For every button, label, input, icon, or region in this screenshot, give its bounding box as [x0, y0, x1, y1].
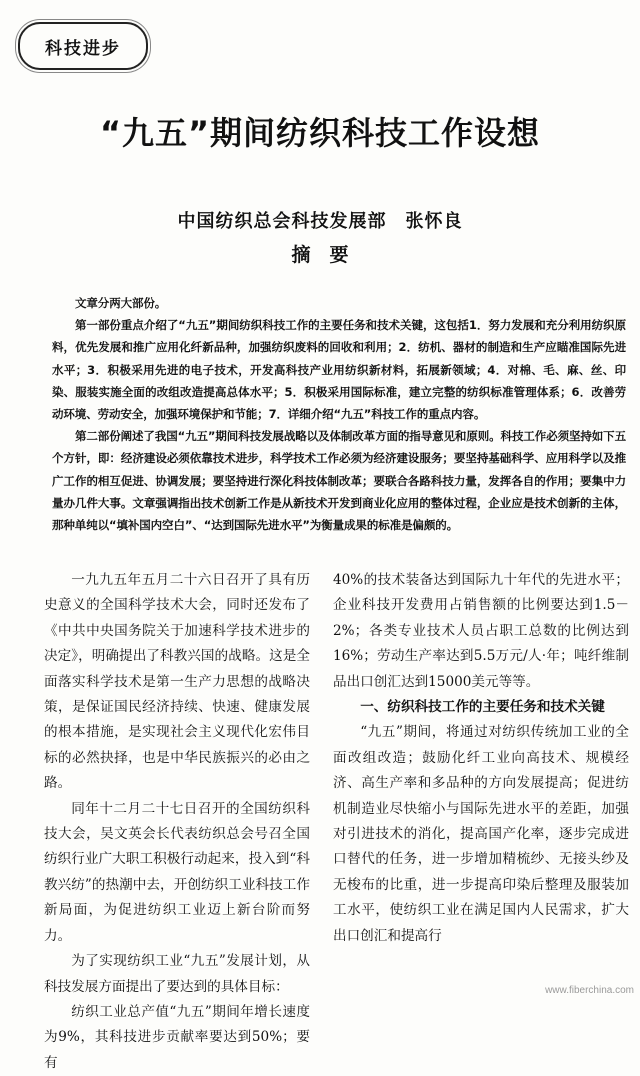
body-paragraph: 同年十二月二十七日召开的全国纺织科技大会，吴文英会长代表纺织总会号召全国纺织行业广大职工积极行动起来，投入到“科教兴纺”的热潮中去，开创纺织工业科技工作新局面，为促进纺织工业迈上新台阶而努力。: [44, 800, 310, 944]
watermark: www.fiberchina.com: [545, 985, 634, 996]
body-paragraph: “九五”期间，将通过对纺织传统加工业的全面改组改造；鼓励化纤工业向高技术、规模经济、高生产率和多品种的方向发展提高；促进纺机制造业尽快缩小与国际先进水平的差距，加强对引进技术的消化，提高国产化率，逐步完成进口替代的任务，进一步增加精梳纱、无接头纱及无梭布的比重，进一步提高印染后整理及服装加工水平，使纺织工业在满足国内人民需求，扩大出口创汇和提高行: [333, 724, 629, 944]
body-column-right: [333, 568, 629, 949]
abstract-block: [52, 292, 626, 536]
author-byline: 中国纺织总会科技发展部 张怀良: [177, 211, 463, 232]
section-heading: 一、纺织科技工作的主要任务和技术关键: [360, 699, 605, 716]
abstract-paragraph: 第一部份重点介绍了“九五”期间纺织科技工作的主要任务和技术关键，这包括1．努力发展和充分利用纺织原料，优先发展和推广应用化纤新品种，加强纺织废料的回收和利用；2．纺机、器材的制造和生产应瞄准国际先进水平；3．积极采用先进的电子技术，开发高科技产业用纺织新材料，拓展新领域；4．对棉、毛、麻、丝、印染、服装实施全面的改组改造提高总体水平；5．积极采用国际标准，建立完整的纺织标准管理体系；6．改善劳动环境、劳动安全，加强环境保护和节能；7．详细介绍“九五”科技工作的重点内容。: [52, 318, 626, 422]
body-paragraph: 纺织工业总产值“九五”期间年增长速度为9%，其科技进步贡献率要达到50%；要有: [44, 1003, 310, 1071]
body-paragraph: 40%的技术装备达到国际九十年代的先进水平；企业科技开发费用占销售额的比例要达到1.5－2%；各类专业技术人员占职工总数的比例达到16%；劳动生产率达到5.5万元/人·年；吨纤维制品出口创汇达到15000美元等等。: [333, 572, 629, 690]
abstract-paragraph: 文章分两大部份。: [75, 296, 167, 310]
abstract-heading: 摘 要: [291, 244, 349, 266]
body-paragraph: 为了实现纺织工业“九五”发展计划，从科技发展方面提出了要达到的具体目标：: [44, 953, 310, 995]
column-tag: 科技进步: [18, 22, 148, 70]
body-paragraph: 一九九五年五月二十六日召开了具有历史意义的全国科学技术大会，同时还发布了《中共中央国务院关于加速科学技术进步的决定》，明确提出了科教兴国的战略。这是全面落实科学技术是第一生产力思想的战略决策，是保证国民经济持续、快速、健康发展的根本措施，是实现社会主义现代化宏伟目标的必然抉择，也是中华民族振兴的必由之路。: [44, 572, 310, 792]
abstract-paragraph: 第二部份阐述了我国“九五”期间科技发展战略以及体制改革方面的指导意见和原则。科技工作必须坚持如下五个方针，即：经济建设必须依靠技术进步，科学技术工作必须为经济建设服务；要坚持基础科学、应用科学以及推广工作的相互促进、协调发展；要坚持进行深化科技体制改革；要联合各路科技力量，发挥各自的作用；要集中力量办几件大事。文章强调指出技术创新工作是从新技术开发到商业化应用的整体过程，企业应是技术创新的主体，那种单纯以“填补国内空白”、“达到国际先进水平”为衡量成果的标准是偏颇的。: [52, 429, 626, 533]
article-title: “九五”期间纺织科技工作设想: [99, 114, 541, 152]
